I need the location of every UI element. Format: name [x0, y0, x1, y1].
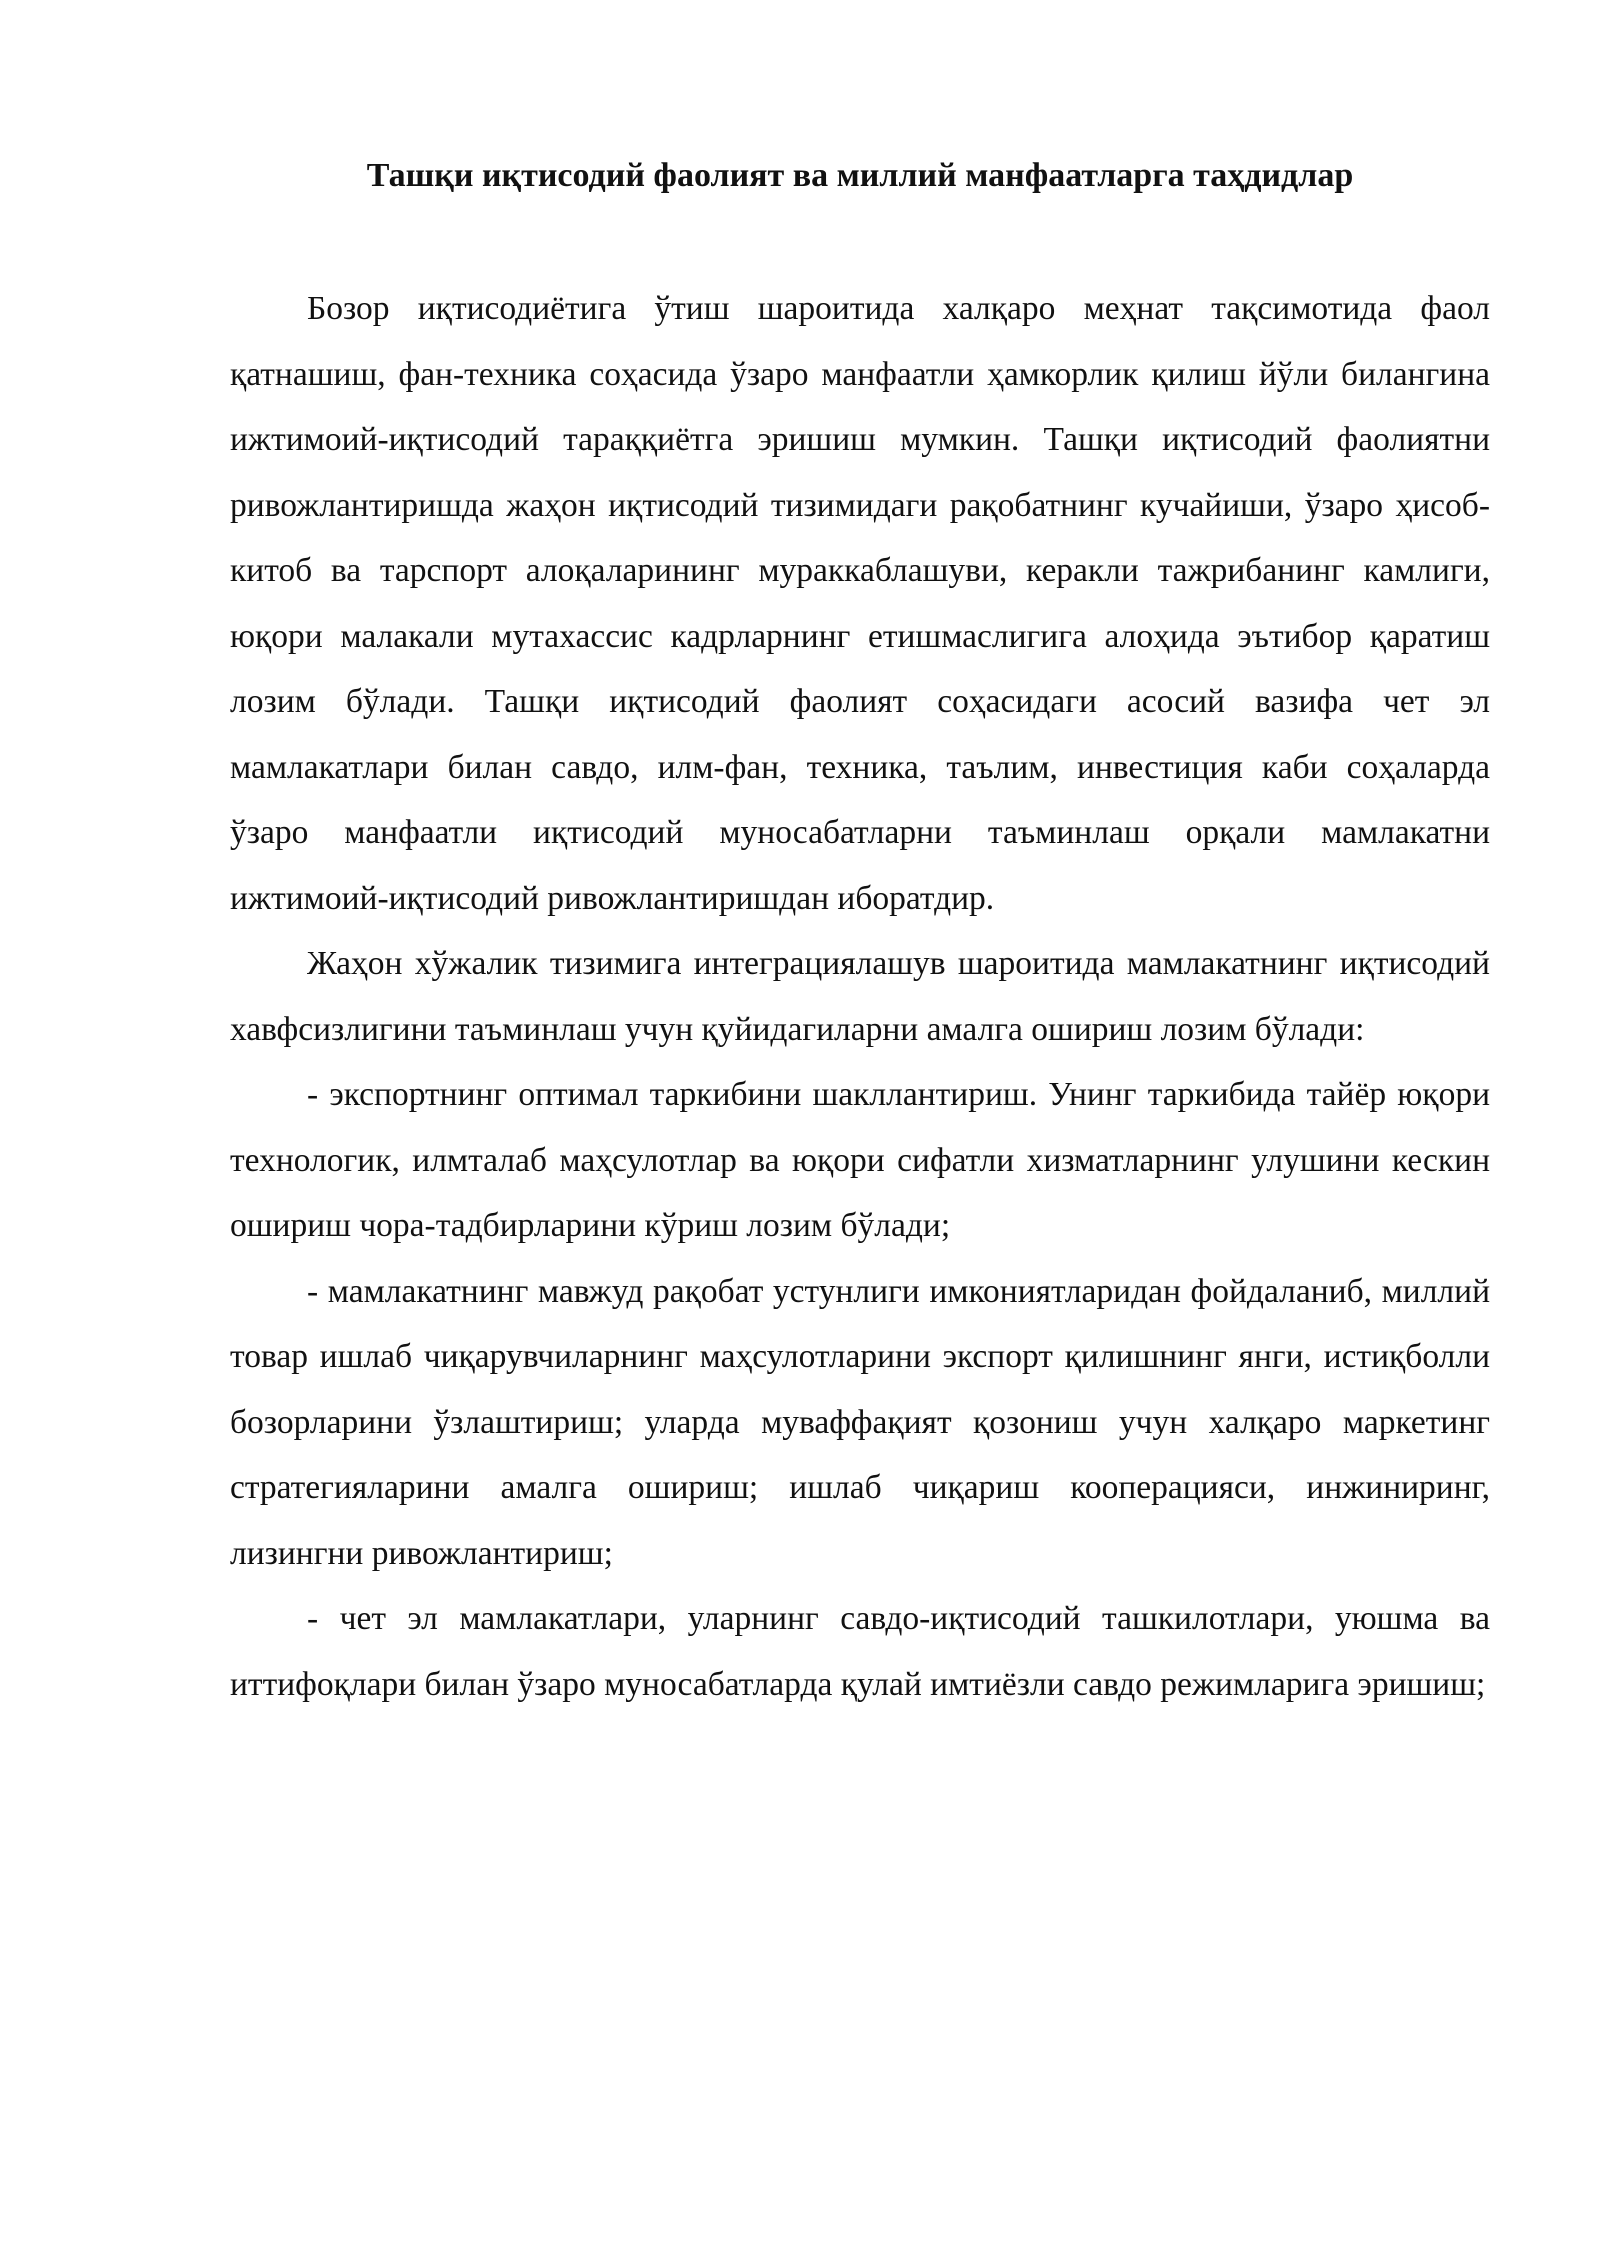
paragraph-intro: Бозор иқтисодиётига ўтиш шароитида халқаро меҳнат тақсимотида фаол қатнашиш, фан-техника соҳасида ўзаро манфаатли ҳамкорлик қилиш йўли билангина ижтимоий-иқтисодий тараққиётга эришиш мумкин. Ташқи иқтисодий фаолиятни ривожлантиришда жаҳон иқтисодий тизимидаги рақобатнинг кучайиши, ўзаро ҳисоб-китоб ва тарспорт алоқаларининг мураккаблашуви, керакли тажрибанинг камлиги, юқори малакали мутахассис кадрларнинг етишмаслигига алоҳида эътибор қаратиш лозим бўлади. Ташқи иқтисодий фаолият соҳасидаги асосий вазифа чет эл мамлакатлари билан савдо, илм-фан, техника, таълим, инвестиция каби соҳаларда ўзаро манфаатли иқтисодий муносабатларни таъминлаш орқали мамлакатни ижтимоий-иқтисодий ривожлантиришдан иборатдир.	[230, 290, 1490, 917]
document-title: Ташқи иқтисодий фаолият ва миллий манфаатларга таҳдидлар	[366, 157, 1354, 194]
paragraph-integration: Жаҳон хўжалик тизимига интеграциялашув шароитида мамлакатнинг иқтисодий хавфсизлигини таъминлаш учун қуйидагиларни амалга ошириш лозим бўлади:	[230, 945, 1490, 1048]
list-item-new-markets: - мамлакатнинг мавжуд рақобат устунлиги имкониятларидан фойдаланиб, миллий товар ишлаб чиқарувчиларнинг маҳсулотларини экспорт қилишнинг янги, истиқболли бозорларини ўзлаштириш; уларда муваффақият қозониш учун халқаро маркетинг стратегияларини амалга ошириш; ишлаб чиқариш кооперацияси, инжиниринг, лизингни ривожлантириш;	[230, 1272, 1490, 1572]
document-body	[230, 276, 1490, 1717]
list-item-export-structure: - экспортнинг оптимал таркибини шакллантириш. Унинг таркибида тайёр юқори технологик, илмталаб маҳсулотлар ва юқори сифатли хизматларнинг улушини кескин ошириш чора-тадбирларини кўриш лозим бўлади;	[230, 1076, 1490, 1244]
list-item-trade-regimes: - чет эл мамлакатлари, уларнинг савдо-иқтисодий ташкилотлари, уюшма ва иттифоқлари билан ўзаро муносабатларда қулай имтиёзли савдо режимларига эришиш;	[230, 1600, 1490, 1703]
